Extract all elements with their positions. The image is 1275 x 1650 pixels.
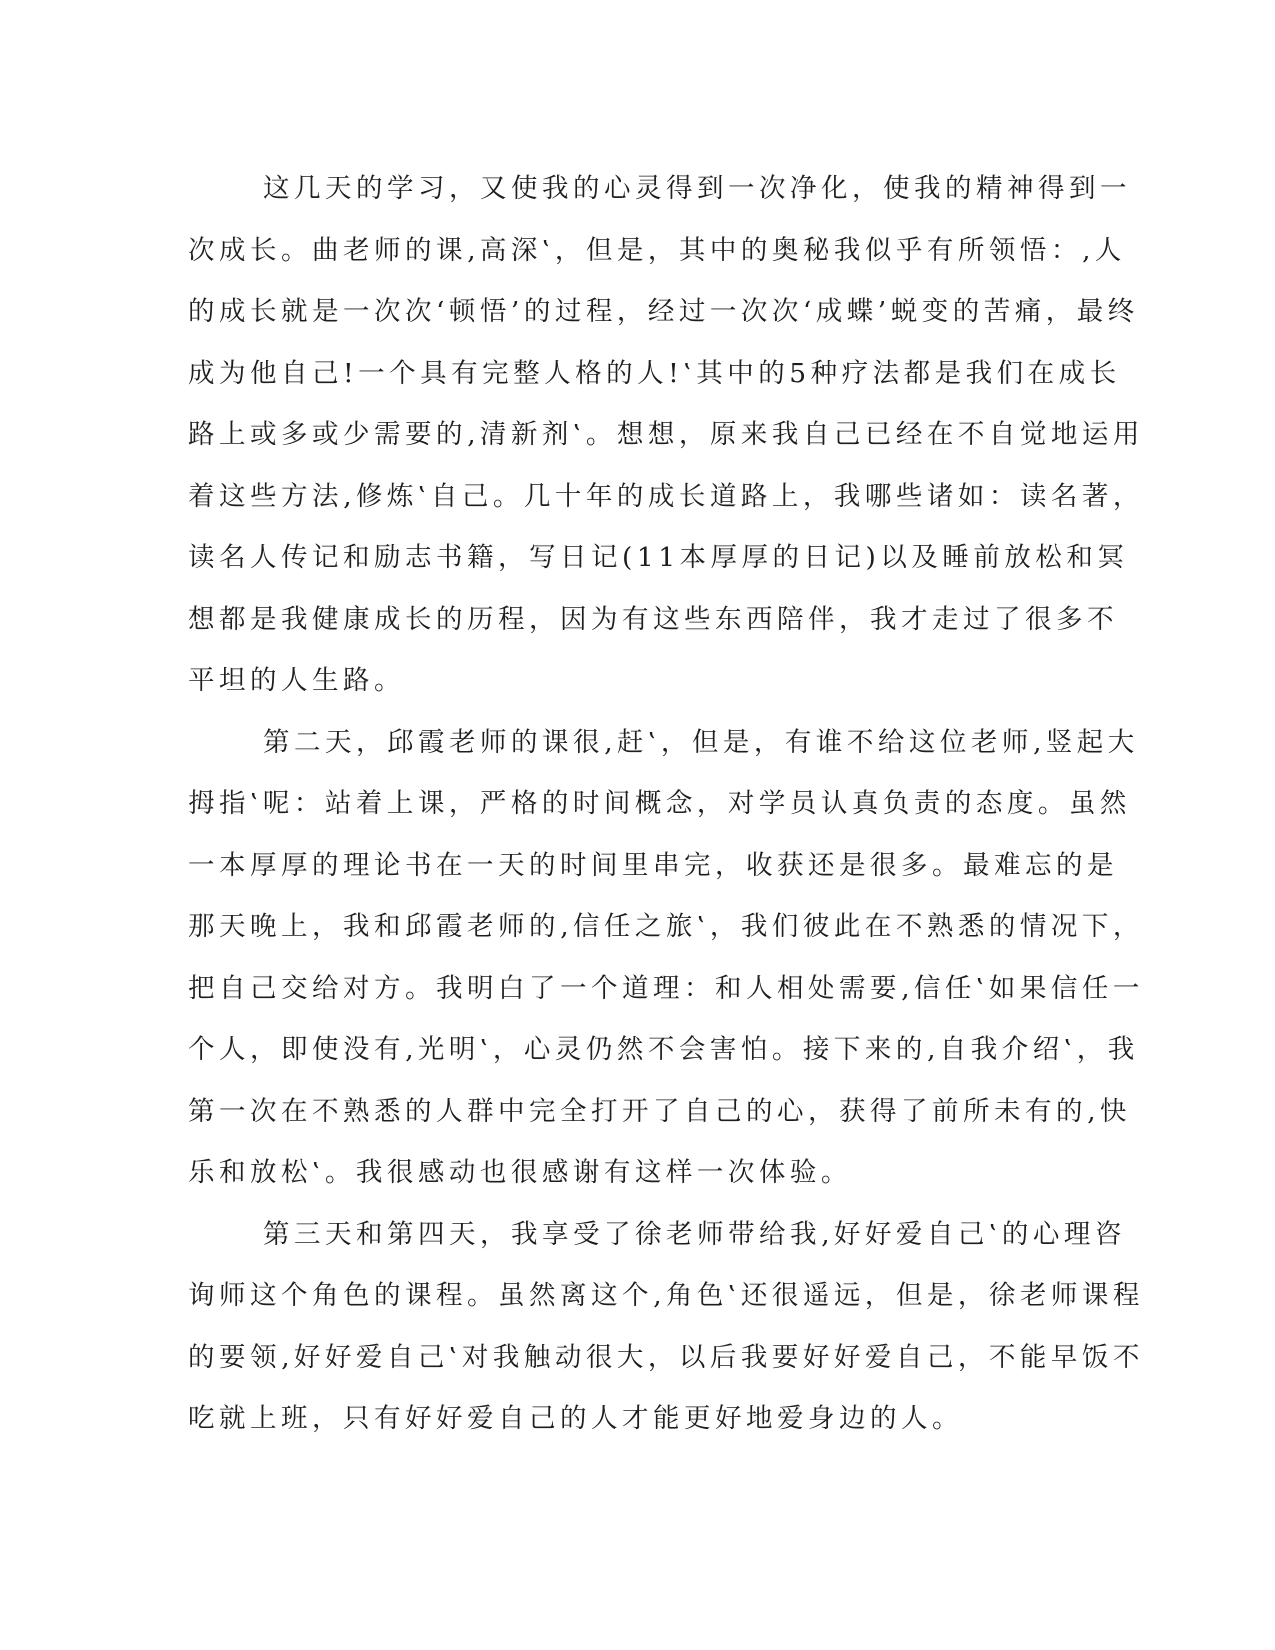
- text-line: 读名人传记和励志书籍，写日记(11本厚厚的日记)以及睡前放松和冥: [188, 542, 1129, 573]
- text-line: 乐和放松‛。我很感动也很感谢有这样一次体验。: [188, 1157, 852, 1188]
- text-line: 第一次在不熟悉的人群中完全打开了自己的心，获得了前所未有的‚快: [188, 1095, 1131, 1127]
- text-line: 那天晚上，我和邱霞老师的‚信任之旅‛，我们彼此在不熟悉的情况下，: [188, 911, 1144, 942]
- paragraph-1: [188, 158, 1144, 712]
- text-line: 一本厚厚的理论书在一天的时间里串完，收获还是很多。最难忘的是: [188, 849, 1118, 881]
- text-line: 着这些方法‚修炼‛自己。几十年的成长道路上，我哪些诸如：读名著，: [188, 480, 1144, 512]
- text-line: 吃就上班，只有好好爱自己的人才能更好地爱身边的人。: [188, 1403, 963, 1434]
- text-line: 第二天，邱霞老师的课很‚赶‛，但是，有谁不给这位老师‚竖起大: [263, 726, 1139, 758]
- text-line: 这几天的学习，又使我的心灵得到一次净化，使我的精神得到一: [263, 173, 1131, 204]
- text-line: 路上或多或少需要的‚清新剂‛。想想，原来我自己已经在不自觉地运用: [188, 419, 1144, 450]
- text-line: 第三天和第四天，我享受了徐老师带给我‚好好爱自己‛的心理咨: [263, 1218, 1126, 1250]
- text-line: 个人，即使没有‚光明‛，心灵仍然不会害怕。接下来的‚自我介绍‛，我: [188, 1034, 1139, 1065]
- text-line: 成为他自己!一个具有完整人格的人!‛其中的5种疗法都是我们在成长: [188, 357, 1121, 389]
- text-line: 的要领‚好好爱自己‛对我触动很大，以后我要好好爱自己，不能早饭不: [188, 1341, 1144, 1373]
- text-line: 次成长。曲老师的课‚高深‛，但是，其中的奥秘我似乎有所领悟：‚人: [188, 234, 1126, 266]
- body-text: [188, 158, 1144, 1450]
- paragraph-3: [188, 1204, 1144, 1450]
- text-line: 把自己交给对方。我明白了一个道理：和人相处需要‚信任‛如果信任一: [188, 972, 1144, 1004]
- text-line: 询师这个角色的课程。虽然离这个‚角色‛还很遥远，但是，徐老师课程: [188, 1280, 1144, 1311]
- paragraph-2: [188, 712, 1144, 1204]
- text-line: 平坦的人生路。: [188, 665, 405, 696]
- text-line: 拇指‛呢：站着上课，严格的时间概念，对学员认真负责的态度。虽然: [188, 788, 1131, 819]
- text-line: 想都是我健康成长的历程，因为有这些东西陪伴，我才走过了很多不: [188, 603, 1118, 635]
- text-line: 的成长就是一次次‘顿悟’的过程，经过一次次‘成蝶’蜕变的苦痛，最终: [188, 296, 1139, 327]
